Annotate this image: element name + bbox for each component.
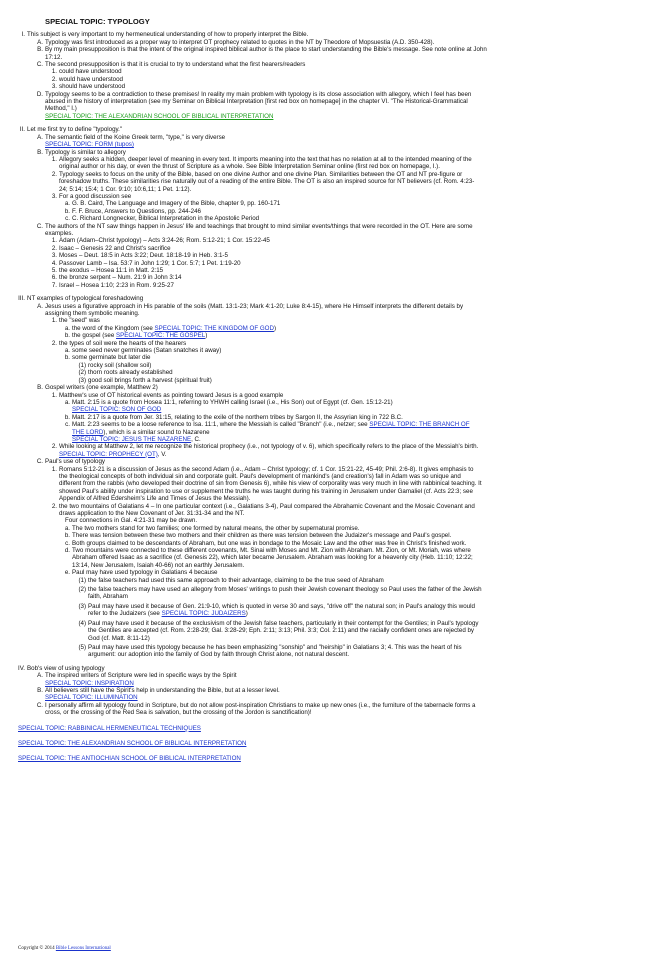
item-i-a: A. Typology was first introduced as a proper way to interpret OT prophecy related to quotes in the NT by Theodore of Mopsuestia (A.D. 350-428). bbox=[37, 38, 435, 46]
section-ii: II. Let me first try to define "typology." bbox=[19, 126, 123, 134]
prophecy-ot-link[interactable]: SPECIAL TOPIC: PROPHECY (OT) bbox=[59, 450, 158, 458]
antiochian-school-link[interactable]: SPECIAL TOPIC: THE ANTIOCHIAN SCHOOL OF BIBLICAL INTERPRETATION bbox=[18, 755, 241, 763]
document-page: SPECIAL TOPIC: TYPOLOGY I. This subject is very important to my hermeneutical understanding of how to properly interpret the Bible. A. Typology was first introduced as a proper way to interpret OT prophecy related to quotes in the NT by Theodore of Mopsuestia (A.D. 350-428). B. By my main presupposition is that the intent of the original inspired biblical author is the place to start understanding the Bible's message. See note online at John 17:12. C. The second presupposition is that it is crucial to try to understand what the first hearers/readers 1. could have understood 2. would have understood 3. should have understood D. Typology seems to be a contradiction to these premises! In reality my main problem with typology is its close association with allegory, which I feel has been abused in the history of interpretation (see my Seminar on Biblical Interpretation [first red box on homepage] in the chapter VI. "The Historical-Grammatical Method," I.) SPECIAL TOPIC: THE ALEXANDRIAN SCHOOL OF BIBLICAL INTERPRETATION II. Let me first try to define "typology." A. The semantic field of the Koine Greek term, "type," is very diverse SPECIAL TOPIC: FORM (tupos) B. Typology is similar to allegory 1. Allegory seeks a hidden, deeper level of meaning in every text. It imports meaning into the text that has no relation at all to the intended meaning of the original author or his day, or even the thrust of Scripture as a whole. See Bible Interpretation Seminar online (first red box on homepage, I.). 2. Typology seeks to focus on the unity of the Bible, based on one divine Author and one divine Plan. Similarities between the OT and NT pre-figure or foreshadow truths. These similarities rise naturally out of a reading of the entire Bible. The OT is also an inspired source for NT believers (cf. Rom. 4:23- 24; 5:14; 15:4; 1 Cor. 9:10; 10:6,11; 1 Pet. 1:12). 3. For a good discussion see a. G. B. Caird, The Language and Imagery of the Bible, chapter 9, pp. 160-171 b. F. F. Bruce, Answers to Questions, pp. 244-246 c. C. Richard Longnecker, Biblical Interpretation in the Apostolic Period C. The authors of the NT saw things happen in Jesus' life and teachings that brought to mind similar events/things that were recorded in the OT. Here are some examples. 1. Adam (Adam–Christ typology) – Acts 3:24-26; Rom. 5:12-21; 1 Cor. 15:22-45 2. Isaac – Genesis 22 and Christ's sacrifice 3. Moses – Deut. 18:5 in Acts 3:22; Deut. 18:18-19 in Heb. 3:1-5 4. Passover Lamb – Isa. 53:7 in John 1:29; 1 Cor. 5:7; 1 Pet. 1:19-20 5. the exodus – Hosea 11:1 in Matt. 2:15 6. the bronze serpent – Num. 21:9 in John 3:14 7. Israel – Hosea 1:10; 2:23 in Rom. 9:25-27 III. NT examples of typological foreshadowing A. Jesus uses a figurative approach in His parable of the soils (Matt. 13:1-23; Mark 4:1-20; Luke 8:4-15), where He Himself interprets the different details by assigning them symbolic meaning. 1. the "seed" was a. the word of the Kingdom (see SPECIAL TOPIC: THE KINGDOM OF GOD) b. the gospel (see SPECIAL TOPIC: THE GOSPEL) 2. the types of soil were the hearts of the hearers a. some seed never germinates (Satan snatches it away) b. some germinate but later die (1) rocky soil (shallow soil) (2) thorn roots already established (3) good soil brings forth a harvest (spiritual fruit) B. Gospel writers (one example, Matthew 2) 1. Matthew's use of OT historical events as pointing toward Jesus is a good example a. Matt. 2:15 is a quote from Hosea 11:1, referring to YHWH calling Israel (i.e., His Son) out of Egypt (cf. Gen. 15:12-21) SPECIAL TOPIC: SON OF GOD b. Matt. 2:17 is a quote from Jer. 31:15, relating to the exile of the northern tribes by Sargon II, the Assyrian king in 722 B.C. c. Matt. 2:23 seems to be a loose reference to Isa. 11:1, where the Messiah is called "Branch" (i.e., netzer; see SPECIAL TOPIC: THE BRANCH OF THE LORD), which is a similar sound to Nazarene SPECIAL TOPIC: JESUS THE NAZARENE, C. 2. While looking at Matthew 2, let me recognize the historical prophecy (i.e., not typology of v. 6), which specifically refers to the place of the Messiah's birth. SPECIAL TOPIC: PROPHECY (OT), V. C. Paul's use of typology 1. Romans 5:12-21 is a discussion of Jesus as the second Adam (i.e., Adam – Christ typology; cf. 1 Cor. 15:21-22, 45-49; Phil. 2:6-8). It gives emphasis to the theological concepts of both individual sin and corporate guilt. Paul's development of mankind's (and creation's) fall in Adam was so unique and different from the rabbis (who developed their doctrine of sin from Genesis 6), while his view of corporality was very much in line with rabbinical teaching. It showed Paul's ability under inspiration to use or supplement the truths he was taught during his training in Jerusalem under Gamaliel (cf. Acts 22:3; see Appendix of Alfred Edersheim's Life and Times of Jesus the Messiah). 2. the two mountains of Galatians 4 – In one particular context (i.e., Galatians 3-4), Paul compared the Abrahamic Covenant and the Mosaic Covenant and draws application to the New Covenant of Jer. 31:31-34 and the NT. Four connections in Gal. 4:21-31 may be drawn. a. The two mothers stand for two families; one formed by natural means, the other by supernatural promise. b. There was tension between these two mothers and their children as there was tension between the Judaizer's message and Paul's gospel. c. Both groups claimed to be descendants of Abraham, but one was in bondage to the Mosaic Law and the other was free in Christ's finished work. d. Two mountains were connected to these different covenants, Mt. Sinai with Moses and Mt. Zion with Abraham. Mt. Zion, or Mt. Moriah, was where Abraham offered Isaac as a sacrifice (cf. Genesis 22), which later became Jerusalem. Abraham was looking for a heavenly city (Heb. 11:10; 12:22; 13:14, New Jerusalem, Isaiah 40-66) not an earthly Jerusalem. e. Paul may have used typology in Galatians 4 because (1) the false teachers had used this same approach to their advantage, claiming to be the true seed of Abraham (2) the false teachers may have used an allegory from Moses' writings to push their Jewish covenant theology so Paul uses the father of the Jewish faith, Abraham (3) Paul may have used it because of Gen. 21:9-10, which is quoted in verse 30 and says, "drive off" the natural son; in Paul's analogy this would refer to the Judaizers (see SPECIAL TOPIC: JUDAIZERS) (4) Paul may have used it because of the exclusivism of the Jewish false teachers, particularly in their contempt for the Gentiles; in Paul's typology the Gentiles are accepted (cf. Rom. 2:28-29; Gal. 3:28-29; Eph. 2:11; 3:13; Phil. 3:3; Col. 2:11) and the racially confident ones are rejected by God (cf. Matt. 8:11-12) (5) Paul may have used this typology because he has been emphasizing "sonship" and "heirship" in Galatians 3; 4. This was the heart of his argument: our adoption into the family of God by faith through Christ alone, not natural descent. IV. Bob's view of using typology A. The inspired writers of Scripture were led in specific ways by the Spirit SPECIAL TOPIC: INSPIRATION B. All believers still have the Spirit's help in understanding the Bible, but at a lesser level. SPECIAL TOPIC: ILLUMINATION C. I personally affirm all typology found in Scripture, but do not allow post-inspiration Christians to make up new ones (i.e., the furniture of the tabernacle forms a cross, or the crossing of the Red Sea is salvation, but the crossing of the Jordon is sanctification)! SPECIAL TOPIC: RABBINICAL HERMENEUTICAL TECHNIQUES SPECIAL TOPIC: THE ALEXANDRIAN SCHOOL OF BIBLICAL INTERPRETATION SPECIAL TOPIC: THE ANTIOCHIAN SCHOOL OF BIBLICAL INTERPRETATION Copyright © 2014 Bible Lessons International bbox=[0, 0, 650, 972]
copyright: Copyright © 2014 Bible Lessons International bbox=[18, 946, 111, 951]
gospel-link[interactable]: SPECIAL TOPIC: THE GOSPEL bbox=[116, 332, 206, 340]
son-of-god-link[interactable]: SPECIAL TOPIC: SON OF GOD bbox=[72, 406, 162, 414]
page-title: SPECIAL TOPIC: TYPOLOGY bbox=[45, 17, 150, 26]
jesus-the-nazarene-link[interactable]: SPECIAL TOPIC: JESUS THE NAZARENE bbox=[72, 435, 192, 443]
form-tupos-link[interactable]: SPECIAL TOPIC: FORM (tupos) bbox=[45, 141, 134, 149]
item-i-b: B. By my main presupposition is that the intent of the original inspired biblical author is the place to start understanding the Bible's message. See note online at John bbox=[37, 46, 487, 54]
item-i-d: D. Typology seems to be a contradiction to these premises! In reality my main problem with typology is its close association with allegory, which I feel has been bbox=[36, 90, 472, 98]
kingdom-of-god-link[interactable]: SPECIAL TOPIC: THE KINGDOM OF GOD bbox=[154, 324, 274, 332]
bible-lessons-link[interactable]: Bible Lessons International bbox=[55, 946, 111, 951]
alexandrian-school-link-green[interactable]: SPECIAL TOPIC: THE ALEXANDRIAN SCHOOL OF BIBLICAL INTERPRETATION bbox=[45, 112, 274, 120]
rabbinical-hermeneutics-link[interactable]: SPECIAL TOPIC: RABBINICAL HERMENEUTICAL TECHNIQUES bbox=[18, 724, 201, 732]
branch-of-the-lord-link[interactable]: SPECIAL TOPIC: THE BRANCH OF bbox=[369, 421, 470, 429]
section-i: I. This subject is very important to my hermeneutical understanding of how to properly interpret the Bible. bbox=[21, 31, 309, 39]
inspiration-link[interactable]: SPECIAL TOPIC: INSPIRATION bbox=[45, 679, 134, 687]
section-iv: IV. Bob's view of using typology bbox=[18, 664, 105, 672]
item-i-c: C. The second presupposition is that it is crucial to try to understand what the first hearers/readers bbox=[36, 61, 306, 69]
section-iii: III. NT examples of typological foreshadowing bbox=[18, 295, 144, 303]
alexandrian-school-link[interactable]: SPECIAL TOPIC: THE ALEXANDRIAN SCHOOL OF BIBLICAL INTERPRETATION bbox=[18, 739, 247, 747]
judaizers-link[interactable]: SPECIAL TOPIC: JUDAIZERS bbox=[161, 610, 246, 618]
illumination-link[interactable]: SPECIAL TOPIC: ILLUMINATION bbox=[45, 694, 138, 702]
branch-of-the-lord-link-cont[interactable]: THE LORD bbox=[72, 428, 104, 436]
